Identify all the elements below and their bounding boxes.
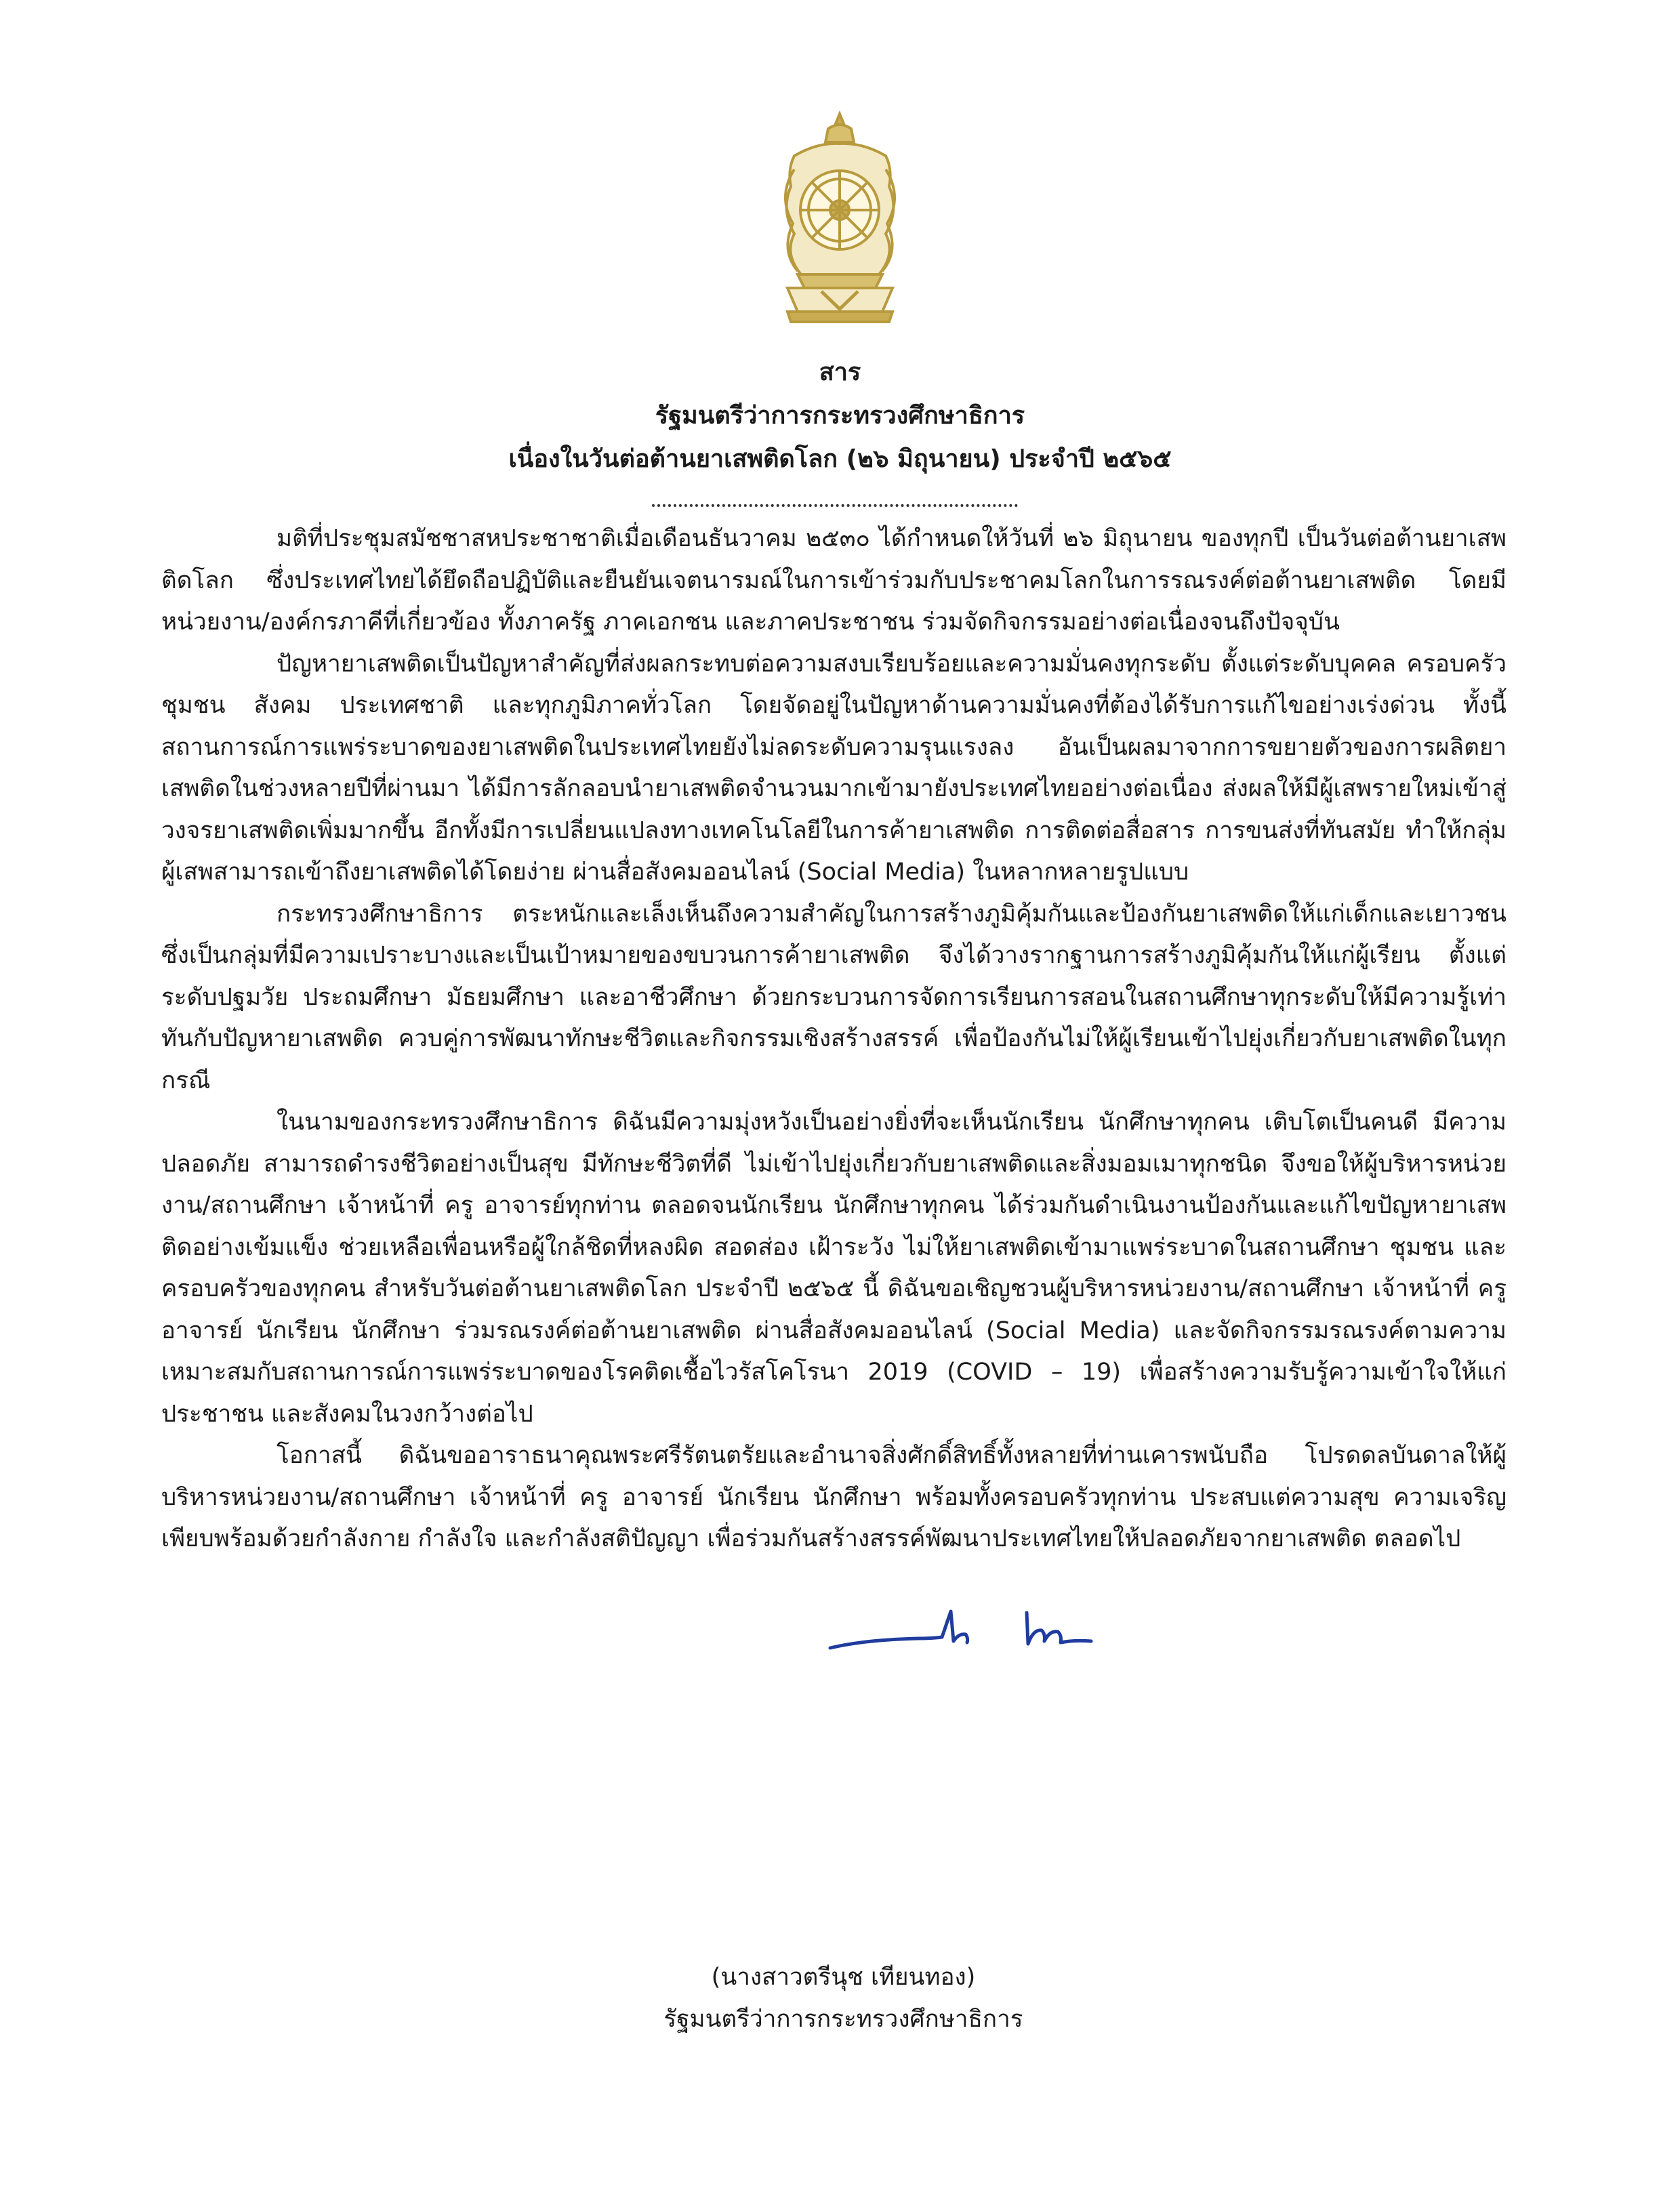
signature-icon [823, 1599, 1108, 1667]
letter-body [161, 518, 1507, 1561]
emblem-icon [774, 108, 906, 325]
document-heading-occasion: เนื่องในวันต่อต้านยาเสพติดโลก (๒๖ มิถุนายน) ประจำปี ๒๕๖๕ [508, 445, 1172, 473]
signer-title: รัฐมนตรีว่าการกระทรวงศึกษาธิการ [663, 2006, 1023, 2033]
paragraph: มติที่ประชุมสมัชชาสหประชาชาติเมื่อเดือนธันวาคม ๒๕๓๐ ได้กำหนดให้วันที่ ๒๖ มิถุนายน ของทุกปี เป็นวันต่อต้านยาเสพติดโลก ซึ่งประเทศไทยได้ยึดถือปฏิบัติและยืนยันเจตนารมณ์ในการเข้าร่วมกับประชาคมโลกในการรณรงค์ต่อต้านยาเสพติด โดยมีหน่วยงาน/องค์กรภาคีที่เกี่ยวข้อง ทั้งภาครัฐ ภาคเอกชน และภาคประชาชน ร่วมจัดกิจกรรมอย่างต่อเนื่องจนถึงปัจจุบัน [161, 525, 1507, 636]
document-heading-minister: รัฐมนตรีว่าการกระทรวงศึกษาธิการ [655, 402, 1025, 430]
ministry-emblem [774, 108, 906, 325]
paragraph: ปัญหายาเสพติดเป็นปัญหาสำคัญที่ส่งผลกระทบต่อความสงบเรียบร้อยและความมั่นคงทุกระดับ ตั้งแต่ระดับบุคคล ครอบครัว ชุมชน สังคม ประเทศชาติ และทุกภูมิภาคทั่วโลก โดยจัดอยู่ในปัญหาด้านความมั่นคงที่ต้องได้รับการแก้ไขอย่างเร่งด่วน ทั้งนี้ สถานการณ์การแพร่ระบาดของยาเสพติดในประเทศไทยยังไม่ลดระดับความรุนแรงลง อันเป็นผลมาจากการขยายตัวของการผลิตยาเสพติดในช่วงหลายปีที่ผ่านมา ได้มีการลักลอบนำยาเสพติดจำนวนมากเข้ามายังประเทศไทยอย่างต่อเนื่อง ส่งผลให้มีผู้เสพรายใหม่เข้าสู่วงจรยาเสพติดเพิ่มมากขึ้น อีกทั้งมีการเปลี่ยนแปลงทางเทคโนโลยีในการค้ายาเสพติด การติดต่อสื่อสาร การขนส่งที่ทันสมัย ทำให้กลุ่มผู้เสพสามารถเข้าถึงยาเสพติดได้โดยง่าย ผ่านสื่อสังคมออนไลน์ (Social Media) ในหลากหลายรูปแบบ [161, 650, 1507, 886]
handwritten-signature [823, 1599, 1108, 1667]
signer-name: (นางสาวตรีนุช เทียนทอง) [711, 1964, 976, 1991]
dotted-divider [652, 504, 1018, 507]
paragraph: โอกาสนี้ ดิฉันขออาราธนาคุณพระศรีรัตนตรัยและอำนาจสิ่งศักดิ์สิทธิ์ทั้งหลายที่ท่านเคารพนับถือ โปรดดลบันดาลให้ผู้บริหารหน่วยงาน/สถานศึกษา เจ้าหน้าที่ ครู อาจารย์ นักเรียน นักศึกษา พร้อมทั้งครอบครัวทุกท่าน ประสบแต่ความสุข ความเจริญ เพียบพร้อมด้วยกำลังกาย กำลังใจ และกำลังสติปัญญา เพื่อร่วมกันสร้างสรรค์พัฒนาประเทศไทยให้ปลอดภัยจากยาเสพติด ตลอดไป [161, 1442, 1507, 1552]
document-heading-message: สาร [819, 358, 861, 386]
paragraph: กระทรวงศึกษาธิการ ตระหนักและเล็งเห็นถึงความสำคัญในการสร้างภูมิคุ้มกันและป้องกันยาเสพติดให้แก่เด็กและเยาวชน ซึ่งเป็นกลุ่มที่มีความเปราะบางและเป็นเป้าหมายของขบวนการค้ายาเสพติด จึงได้วางรากฐานการสร้างภูมิคุ้มกันให้แก่ผู้เรียน ตั้งแต่ระดับปฐมวัย ประถมศึกษา มัธยมศึกษา และอาชีวศึกษา ด้วยกระบวนการจัดการเรียนการสอนในสถานศึกษาทุกระดับให้มีความรู้เท่าทันกับปัญหายาเสพติด ควบคู่การพัฒนาทักษะชีวิตและกิจกรรมเชิงสร้างสรรค์ เพื่อป้องกันไม่ให้ผู้เรียนเข้าไปยุ่งเกี่ยวกับยาเสพติดในทุกกรณี [161, 900, 1507, 1094]
paragraph: ในนามของกระทรวงศึกษาธิการ ดิฉันมีความมุ่งหวังเป็นอย่างยิ่งที่จะเห็นนักเรียน นักศึกษาทุกคน เติบโตเป็นคนดี มีความปลอดภัย สามารถดำรงชีวิตอย่างเป็นสุข มีทักษะชีวิตที่ดี ไม่เข้าไปยุ่งเกี่ยวกับยาเสพติดและสิ่งมอมเมาทุกชนิด จึงขอให้ผู้บริหารหน่วยงาน/สถานศึกษา เจ้าหน้าที่ ครู อาจารย์ทุกท่าน ตลอดจนนักเรียน นักศึกษาทุกคน ได้ร่วมกันดำเนินงานป้องกันและแก้ไขปัญหายาเสพติดอย่างเข้มแข็ง ช่วยเหลือเพื่อนหรือผู้ใกล้ชิดที่หลงผิด สอดส่อง เฝ้าระวัง ไม่ให้ยาเสพติดเข้ามาแพร่ระบาดในสถานศึกษา ชุมชน และครอบครัวของทุกคน สำหรับวันต่อต้านยาเสพติดโลก ประจำปี ๒๕๖๕ นี้ ดิฉันขอเชิญชวนผู้บริหารหน่วยงาน/สถานศึกษา เจ้าหน้าที่ ครู อาจารย์ นักเรียน นักศึกษา ร่วมรณรงค์ต่อต้านยาเสพติด ผ่านสื่อสังคมออนไลน์ (Social Media) และจัดกิจกรรมรณรงค์ตามความเหมาะสมกับสถานการณ์การแพร่ระบาดของโรคติดเชื้อไวรัสโคโรนา 2019 (COVID – 19) เพื่อสร้างความรับรู้ความเข้าใจให้แก่ประชาชน และสังคมในวงกว้างต่อไป [161, 1109, 1507, 1428]
